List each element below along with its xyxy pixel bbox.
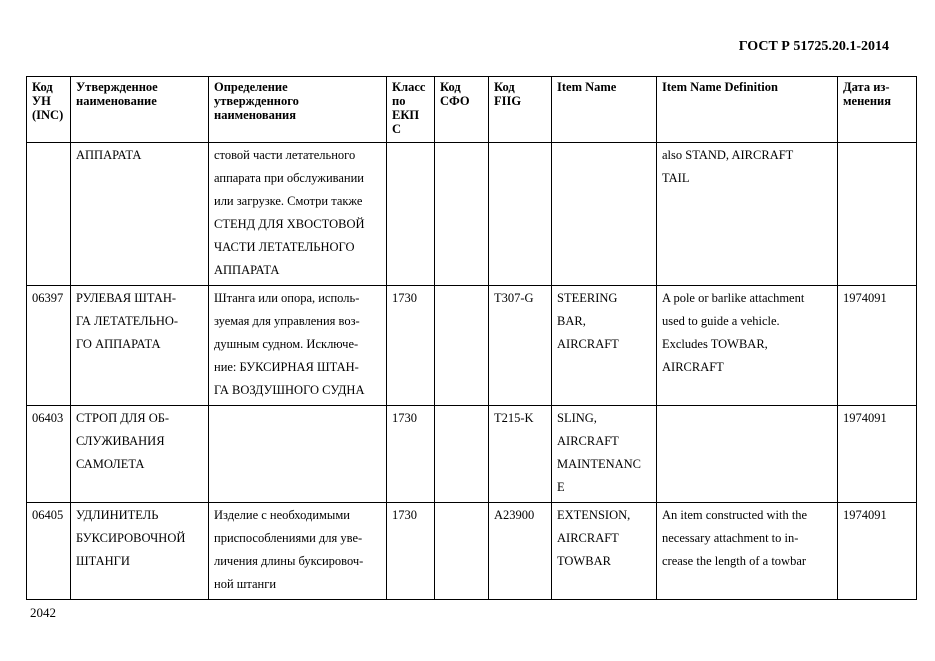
cell-line: AIRCRAFT [557,531,619,545]
cell-line: аппарата при обслуживании [214,171,364,185]
cell-name [71,286,209,406]
table-row [27,143,917,286]
cell-date [838,406,917,503]
cell-line: AIRCRAFT [557,337,619,351]
cell-line: T215-K [494,411,534,425]
cell-line: also STAND, AIRCRAFT [662,148,794,162]
cell-line: БУКСИРОВОЧНОЙ [76,531,186,545]
cell-line: АППАРАТА [214,263,280,277]
cell-line: A pole or barlike attachment [662,291,805,305]
cell-line: (INC) [32,108,64,122]
cell-date [838,286,917,406]
cell-date [838,143,917,286]
cell-line: T307-G [494,291,534,305]
cell-name [71,503,209,600]
table-row [27,406,917,503]
cell-line: УДЛИНИТЕЛЬ [76,508,159,522]
header-cell [489,77,552,143]
cell-line: ГА ВОЗДУШНОГО СУДНА [214,383,365,397]
cell-item-definition [657,286,838,406]
cell-line: ние: БУКСИРНАЯ ШТАН- [214,360,359,374]
cell-line: приспособлениями для уве- [214,531,363,545]
cell-sfo [435,286,489,406]
cell-line: Код [494,80,515,94]
cell-line: Класс [392,80,426,94]
document-header: ГОСТ Р 51725.20.1-2014 [738,39,889,54]
cell-class [387,143,435,286]
cell-fiig [489,503,552,600]
table-row [27,503,917,600]
cell-line: СТЕНД ДЛЯ ХВОСТОВОЙ [214,217,365,231]
cell-line: САМОЛЕТА [76,457,145,471]
cell-line: стовой части летательного [214,148,356,162]
cell-fiig [489,406,552,503]
cell-line: зуемая для управления воз- [214,314,360,328]
cell-line: 1730 [392,291,417,305]
cell-item-name [552,503,657,600]
header-cell [27,77,71,143]
cell-line: 06397 [32,291,64,305]
cell-sfo [435,406,489,503]
cell-class [387,406,435,503]
header-cell [552,77,657,143]
cell-line: Код [440,80,461,94]
cell-item-definition [657,503,838,600]
cell-line: наименования [214,108,297,122]
cell-definition [209,406,387,503]
cell-line: 06405 [32,508,64,522]
cell-item-name [552,286,657,406]
header-cell [71,77,209,143]
header-cell [435,77,489,143]
cell-line: 1974091 [843,411,887,425]
header-cell [387,77,435,143]
cell-line: АППАРАТА [76,148,142,162]
table-body [27,143,917,600]
cell-class [387,286,435,406]
cell-name [71,143,209,286]
catalog-table [26,76,917,600]
cell-line: Утвержденное [76,80,158,94]
header-cell [838,77,917,143]
cell-line: по [392,94,406,108]
page-number: 2042 [30,605,56,620]
cell-line: 1974091 [843,508,887,522]
cell-line: TAIL [662,171,690,185]
cell-line: crease the length of a towbar [662,554,807,568]
cell-line: ШТАНГИ [76,554,130,568]
cell-line: С [392,122,402,136]
cell-item-name [552,143,657,286]
header-cell [209,77,387,143]
cell-line: 06403 [32,411,64,425]
cell-line: Дата из- [843,80,890,94]
cell-code [27,143,71,286]
cell-line: 1730 [392,508,417,522]
cell-line: ГА ЛЕТАТЕЛЬНО- [76,314,179,328]
cell-line: An item constructed with the [662,508,808,522]
cell-item-name [552,406,657,503]
cell-line: AIRCRAFT [557,434,619,448]
cell-item-definition [657,406,838,503]
cell-sfo [435,503,489,600]
cell-line: TOWBAR [557,554,611,568]
cell-line: Item Name Definition [662,80,778,94]
cell-line: SLING, [557,411,597,425]
cell-line: Определение [214,80,288,94]
cell-line: менения [843,94,891,108]
cell-code [27,406,71,503]
cell-line: 1974091 [843,291,887,305]
cell-line: 1730 [392,411,417,425]
cell-line: душным судном. Исключе- [214,337,359,351]
cell-line: AIRCRAFT [662,360,724,374]
cell-line: УН [32,94,51,108]
cell-line: A23900 [494,508,535,522]
cell-definition [209,286,387,406]
cell-line: ЕКП [392,108,420,122]
cell-name [71,406,209,503]
cell-line: E [557,480,565,494]
cell-line: наименование [76,94,157,108]
cell-line: ЧАСТИ ЛЕТАТЕЛЬНОГО [214,240,355,254]
cell-line: СТРОП ДЛЯ ОБ- [76,411,170,425]
header-cell [657,77,838,143]
cell-line: Код [32,80,53,94]
cell-line: или загрузке. Смотри также [214,194,363,208]
cell-line: ной штанги [214,577,277,591]
table-row [27,286,917,406]
cell-code [27,286,71,406]
cell-line: РУЛЕВАЯ ШТАН- [76,291,177,305]
cell-definition [209,143,387,286]
cell-fiig [489,143,552,286]
cell-line: личения длины буксировоч- [214,554,364,568]
cell-line: СЛУЖИВАНИЯ [76,434,165,448]
cell-line: EXTENSION, [557,508,631,522]
cell-line: Штанга или опора, исполь- [214,291,360,305]
cell-line: used to guide a vehicle. [662,314,780,328]
cell-line: Item Name [557,80,617,94]
cell-line: утвержденного [214,94,299,108]
cell-line: СФО [440,94,470,108]
cell-line: FIIG [494,94,522,108]
cell-definition [209,503,387,600]
cell-line: Excludes TOWBAR, [662,337,768,351]
cell-code [27,503,71,600]
cell-class [387,503,435,600]
cell-fiig [489,286,552,406]
header-row [27,77,917,143]
cell-line: ГО АППАРАТА [76,337,161,351]
cell-line: Изделие с необходимыми [214,508,350,522]
cell-item-definition [657,143,838,286]
cell-sfo [435,143,489,286]
cell-line: BAR, [557,314,586,328]
cell-line: MAINTENANC [557,457,642,471]
cell-line: STEERING [557,291,618,305]
cell-date [838,503,917,600]
cell-line: necessary attachment to in- [662,531,799,545]
